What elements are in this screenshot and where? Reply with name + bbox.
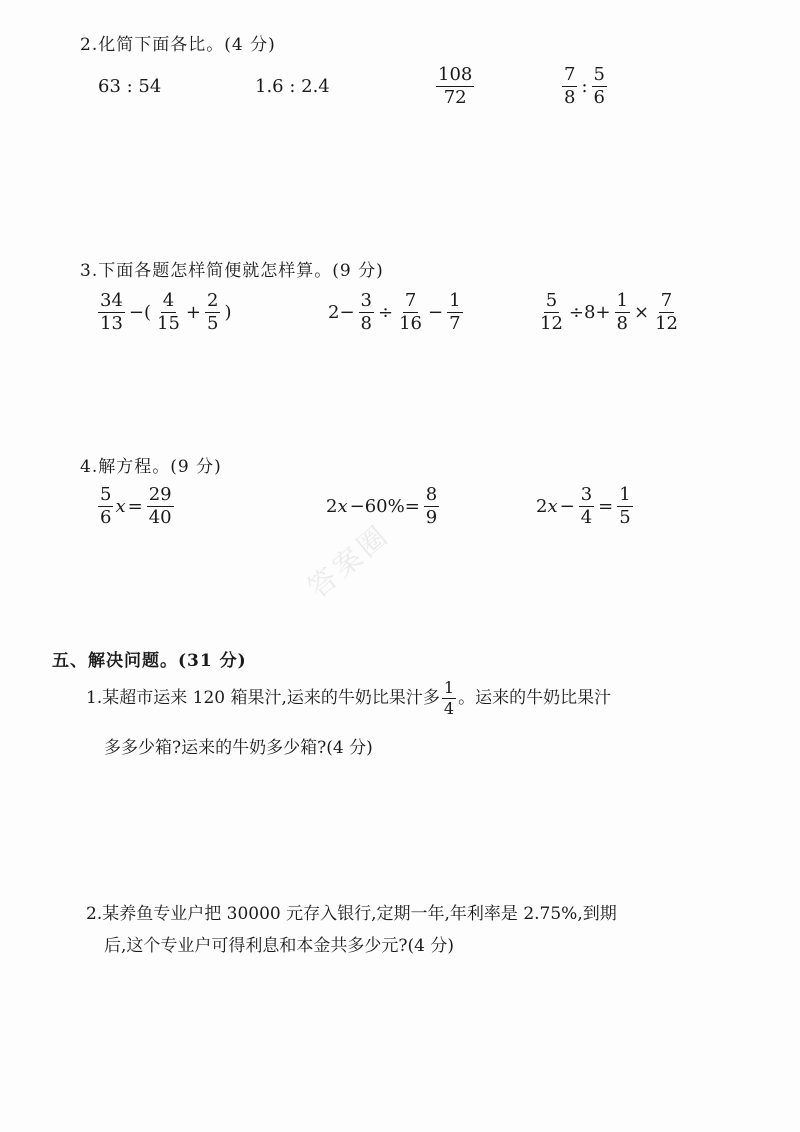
fraction: $\frac{3}{4}$ bbox=[580, 484, 593, 528]
q3-expression-2: 2− $\frac{3}{8}$ ÷ $\frac{7}{16}$ − $\frac{1}{7}$ bbox=[328, 290, 461, 334]
q4-equation-1: $\frac{5}{6}$ x = $\frac{29}{40}$ bbox=[100, 484, 172, 528]
fraction: $\frac{3}{8}$ bbox=[360, 290, 372, 334]
q2-item-d: $\frac{7}{8}$ : $\frac{5}{6}$ bbox=[564, 64, 605, 108]
fraction: $\frac{1}{5}$ bbox=[619, 484, 631, 528]
q3-expression-1: $\frac{34}{13}$ −( $\frac{4}{15}$ + $\frac{2}{5}$ ) bbox=[100, 290, 232, 334]
fraction: $\frac{108}{72}$ bbox=[438, 64, 473, 108]
fraction: $\frac{2}{5}$ bbox=[207, 290, 219, 334]
watermark: 答案圈 bbox=[301, 517, 397, 605]
fraction: $\frac{4}{15}$ bbox=[157, 290, 180, 334]
fraction: $\frac{1}{4}$ bbox=[443, 678, 455, 718]
fraction: $\frac{34}{13}$ bbox=[100, 290, 123, 334]
fraction: $\frac{8}{9}$ bbox=[425, 484, 438, 528]
fraction: $\frac{29}{40}$ bbox=[148, 484, 172, 528]
problem-2-line-1: 2.某养鱼专业户把 30000 元存入银行,定期一年,年利率是 2.75%,到期 bbox=[86, 904, 617, 924]
fraction: $\frac{5}{12}$ bbox=[540, 290, 563, 334]
problem-2-line-2: 后,这个专业户可得利息和本金共多少元?(4 分) bbox=[104, 936, 455, 956]
fraction: $\frac{1}{7}$ bbox=[449, 290, 461, 334]
problem-1-line-2: 多多少箱?运来的牛奶多少箱?(4 分) bbox=[104, 738, 373, 758]
q4-equation-3: 2 x − $\frac{3}{4}$ = $\frac{1}{5}$ bbox=[536, 484, 631, 528]
q2-item-c bbox=[434, 66, 476, 107]
fraction: $\frac{7}{16}$ bbox=[399, 290, 422, 334]
problem-1-line-1: 1.某超市运来 120 箱果汁,运来的牛奶比果汁多 $\frac{1}{4}$ 。运来的牛奶比果汁 bbox=[86, 678, 612, 718]
fraction: $\frac{1}{8}$ bbox=[616, 290, 628, 334]
q3-expression-3: $\frac{5}{12}$ ÷8+ $\frac{1}{8}$ × $\frac{7}{12}$ bbox=[540, 290, 678, 334]
q4-title: 4.解方程。(9 分) bbox=[80, 457, 222, 477]
section5-title: 五、解决问题。(31 分) bbox=[52, 651, 247, 671]
q2-item-a: 63 : 54 bbox=[98, 76, 162, 97]
q3-title: 3.下面各题怎样简便就怎样算。(9 分) bbox=[80, 261, 384, 281]
fraction: $\frac{7}{12}$ bbox=[655, 290, 678, 334]
q2-title: 2.化简下面各比。(4 分) bbox=[80, 35, 276, 55]
q2-item-b: 1.6 : 2.4 bbox=[255, 76, 330, 97]
q4-equation-2: 2 x −60%= $\frac{8}{9}$ bbox=[326, 484, 438, 528]
fraction: $\frac{7}{8}$ bbox=[564, 64, 576, 108]
fraction: $\frac{5}{6}$ bbox=[593, 64, 605, 108]
fraction: $\frac{5}{6}$ bbox=[100, 484, 112, 528]
